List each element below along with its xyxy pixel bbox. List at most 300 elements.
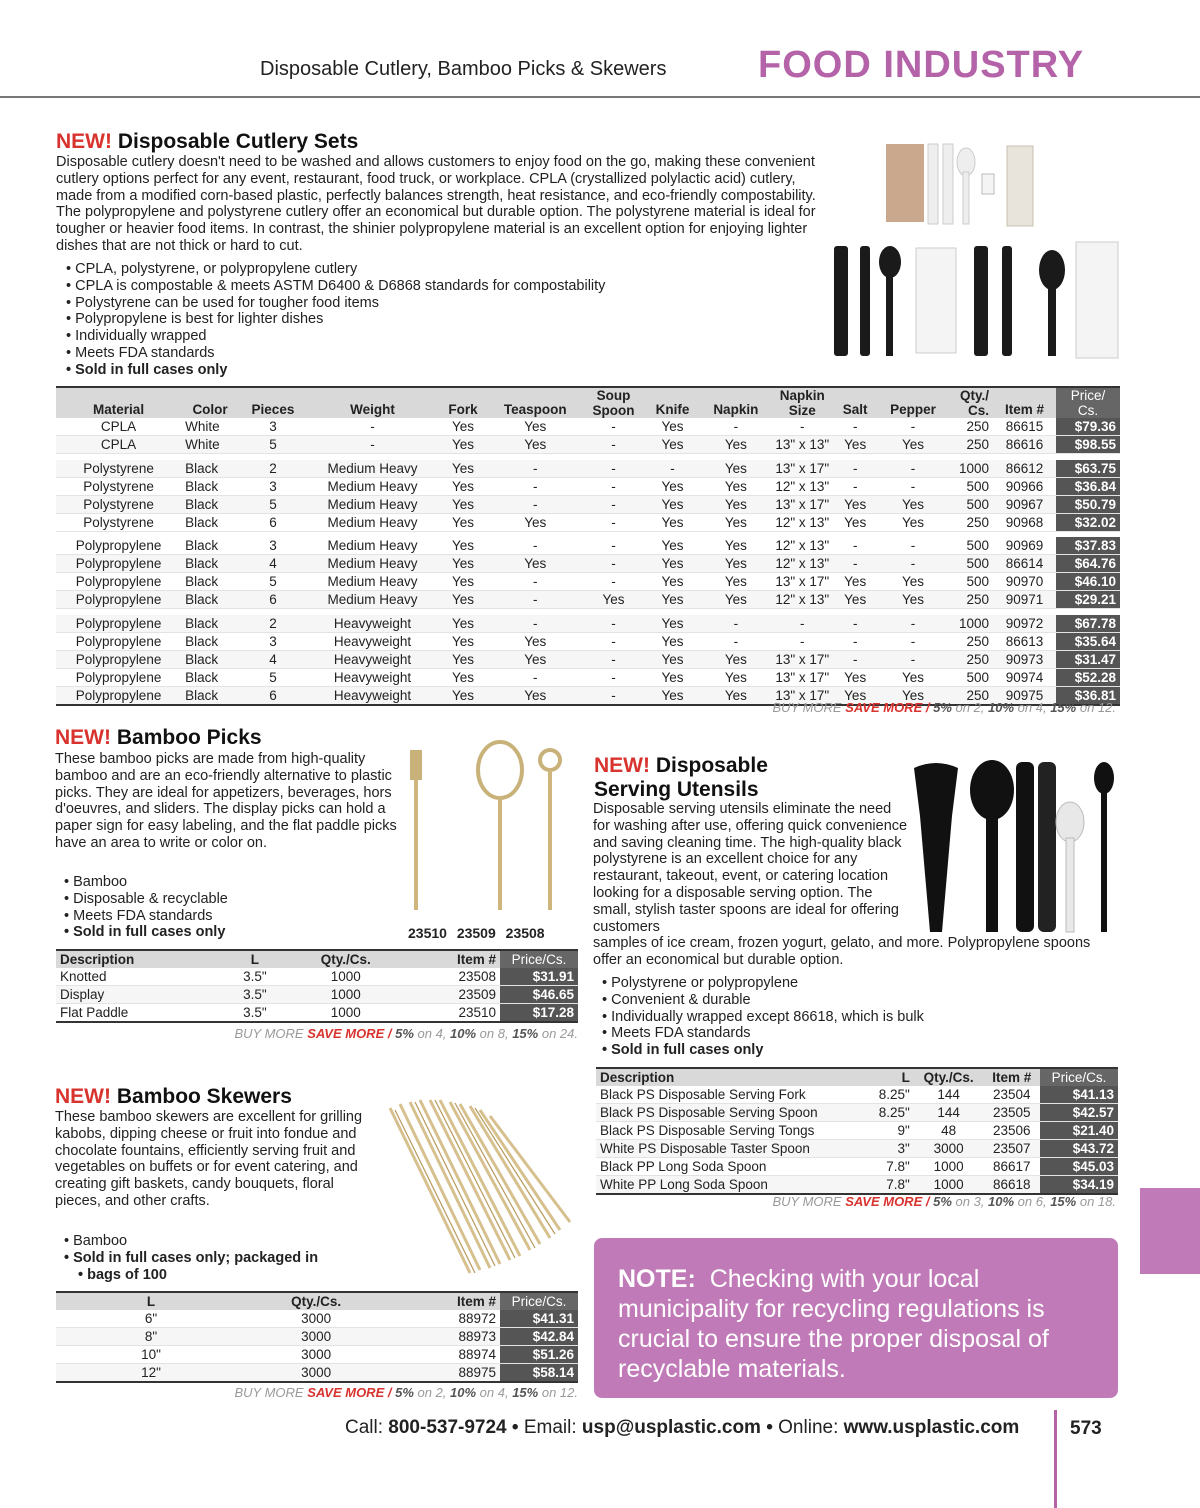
feature-item: • Disposable & recyclable xyxy=(64,891,394,908)
table-cell: 90967 xyxy=(993,495,1056,513)
table-cell: - xyxy=(877,650,949,668)
table-cell: 6" xyxy=(56,1310,246,1328)
table-cell: 23510 xyxy=(405,1004,500,1023)
table-cell: 2 xyxy=(239,615,307,633)
table-cell: Yes xyxy=(438,495,488,513)
table-cell: Medium Heavy xyxy=(307,460,438,478)
email-link[interactable]: usp@usplastic.com xyxy=(581,1417,761,1438)
table-cell: Yes xyxy=(438,418,488,436)
price-cell: $31.47 xyxy=(1056,650,1120,668)
table-cell: - xyxy=(877,418,949,436)
feature-item-bold: • Sold in full cases only; packaged in xyxy=(64,1250,384,1267)
discount-text: BUY MORE xyxy=(234,1026,308,1041)
table-cell: Flat Paddle xyxy=(56,1004,223,1023)
table-cell: CPLA xyxy=(56,436,181,454)
cutlery-table-body xyxy=(56,418,1120,705)
picks-discount-note xyxy=(140,1026,578,1041)
price-cell: $36.84 xyxy=(1056,477,1120,495)
table-cell: Yes xyxy=(645,418,701,436)
table-cell: - xyxy=(488,573,583,591)
col-color: Color xyxy=(181,387,239,418)
picks-photo-labels xyxy=(408,925,545,941)
table-row xyxy=(56,460,1120,478)
table-cell: Heavyweight xyxy=(307,650,438,668)
serving-fork-shape xyxy=(914,763,958,932)
table-cell: 3000 xyxy=(914,1140,984,1158)
skewers-heading xyxy=(55,1085,292,1109)
discount-pct: 15% xyxy=(512,1385,539,1400)
table-cell: Yes xyxy=(700,591,771,609)
col-qty: Qty./ Cs. xyxy=(949,387,993,418)
table-cell: 3 xyxy=(239,537,307,555)
table-cell: Yes xyxy=(700,537,771,555)
table-cell: - xyxy=(877,477,949,495)
table-row xyxy=(56,1004,578,1023)
table-cell: Black xyxy=(181,555,239,573)
table-cell: Black xyxy=(181,591,239,609)
skewers-discount-note xyxy=(140,1385,578,1400)
table-cell: 250 xyxy=(949,418,993,436)
table-cell: 500 xyxy=(949,495,993,513)
phone-link[interactable]: 800-537-9724 xyxy=(388,1417,507,1438)
table-cell: - xyxy=(771,632,833,650)
col-knife: Knife xyxy=(645,387,701,418)
table-cell: Polypropylene xyxy=(56,591,181,609)
table-row xyxy=(56,968,578,986)
table-cell: Yes xyxy=(438,537,488,555)
col-item: Item # xyxy=(386,1292,500,1310)
new-badge: NEW! xyxy=(55,1085,111,1108)
discount-emphasis: SAVE MORE xyxy=(845,700,923,715)
table-cell: Polypropylene xyxy=(56,686,181,705)
table-row xyxy=(56,650,1120,668)
feature-item: • Individually wrapped except 86618, which is bulk xyxy=(602,1009,1112,1026)
serving-description-2: samples of ice cream, frozen yogurt, gelato, and more. Polypropylene spoons offer an economical but durable option. xyxy=(593,935,1091,968)
table-cell: 86615 xyxy=(993,418,1056,436)
table-cell: Yes xyxy=(645,668,701,686)
col-item: Item # xyxy=(984,1068,1041,1086)
table-cell: Black PS Disposable Serving Spoon xyxy=(596,1104,867,1122)
table-cell: - xyxy=(583,495,645,513)
table-cell: 23505 xyxy=(984,1104,1041,1122)
table-cell: Yes xyxy=(488,650,583,668)
table-cell: 86617 xyxy=(984,1158,1041,1176)
table-cell: Yes xyxy=(488,436,583,454)
header-subtitle: Disposable Cutlery, Bamboo Picks & Skewers xyxy=(260,58,667,80)
table-cell: Yes xyxy=(833,668,877,686)
table-cell: Yes xyxy=(645,555,701,573)
table-cell: 90973 xyxy=(993,650,1056,668)
table-cell: 2 xyxy=(239,460,307,478)
table-cell: - xyxy=(583,555,645,573)
table-cell: - xyxy=(833,632,877,650)
table-cell: - xyxy=(488,495,583,513)
discount-text: on 2, xyxy=(951,700,989,715)
discount-text: on 8, xyxy=(476,1026,513,1041)
table-row xyxy=(596,1176,1118,1195)
table-cell: 88973 xyxy=(386,1328,500,1346)
table-cell: 6 xyxy=(239,686,307,705)
table-cell: 86618 xyxy=(984,1176,1041,1195)
table-cell: Polypropylene xyxy=(56,668,181,686)
table-cell: Yes xyxy=(438,650,488,668)
discount-text: on 18. xyxy=(1076,1194,1116,1209)
table-cell: - xyxy=(488,615,583,633)
table-cell: - xyxy=(833,477,877,495)
table-cell: Yes xyxy=(645,477,701,495)
table-cell: - xyxy=(645,460,701,478)
feature-item: • Meets FDA standards xyxy=(602,1025,1112,1042)
discount-text: on 4, xyxy=(476,1385,513,1400)
table-cell: Black xyxy=(181,573,239,591)
price-cell: $41.13 xyxy=(1040,1086,1118,1104)
skewers-table-body xyxy=(56,1310,578,1382)
bamboo-picks-photo xyxy=(400,740,590,920)
table-cell: Yes xyxy=(645,537,701,555)
table-cell: Black xyxy=(181,650,239,668)
table-cell: 86612 xyxy=(993,460,1056,478)
price-cell: $42.84 xyxy=(500,1328,578,1346)
recycling-note xyxy=(594,1238,1118,1398)
table-cell: Yes xyxy=(877,573,949,591)
table-cell: - xyxy=(583,615,645,633)
table-cell: - xyxy=(877,537,949,555)
table-cell: 90972 xyxy=(993,615,1056,633)
table-cell: 88975 xyxy=(386,1364,500,1383)
table-cell: 13" x 17" xyxy=(771,573,833,591)
table-cell: 3000 xyxy=(246,1364,386,1383)
col-material: Material xyxy=(56,387,181,418)
table-cell: 13" x 17" xyxy=(771,460,833,478)
table-cell: Yes xyxy=(877,436,949,454)
table-cell: 1000 xyxy=(287,986,405,1004)
table-row xyxy=(596,1086,1118,1104)
table-cell: 8.25" xyxy=(867,1086,914,1104)
discount-pct: 15% xyxy=(512,1026,539,1041)
photo-label: 23509 xyxy=(456,925,496,941)
cutlery-table xyxy=(56,386,1120,706)
price-cell: $42.57 xyxy=(1040,1104,1118,1122)
section-title: FOOD INDUSTRY xyxy=(758,44,1085,86)
table-cell: - xyxy=(583,418,645,436)
table-cell: 3.5" xyxy=(223,986,287,1004)
picks-table xyxy=(56,949,578,1023)
serving-features xyxy=(602,975,1112,1059)
table-cell: 250 xyxy=(949,686,993,705)
price-cell: $63.75 xyxy=(1056,460,1120,478)
table-cell: 8" xyxy=(56,1328,246,1346)
table-cell: 4 xyxy=(239,555,307,573)
picks-heading xyxy=(55,726,262,750)
table-cell: 1000 xyxy=(914,1158,984,1176)
feature-item: • Bamboo xyxy=(64,874,394,891)
picks-title: Bamboo Picks xyxy=(116,726,262,749)
table-cell: Yes xyxy=(833,513,877,531)
col-price: Price/ Cs. xyxy=(1056,387,1120,418)
cutlery-sets-photo xyxy=(826,136,1126,362)
online-label: Online: xyxy=(778,1417,839,1438)
table-cell: - xyxy=(833,460,877,478)
price-cell: $17.28 xyxy=(500,1004,578,1023)
table-row xyxy=(596,1104,1118,1122)
table-cell: Medium Heavy xyxy=(307,573,438,591)
table-cell: 1000 xyxy=(287,1004,405,1023)
table-cell: 500 xyxy=(949,555,993,573)
table-cell: - xyxy=(307,436,438,454)
table-cell: 88974 xyxy=(386,1346,500,1364)
table-cell: 500 xyxy=(949,668,993,686)
table-cell: 144 xyxy=(914,1086,984,1104)
col-price: Price/Cs. xyxy=(1040,1068,1118,1086)
table-cell: 86614 xyxy=(993,555,1056,573)
discount-pct: 10% xyxy=(988,700,1015,715)
table-cell: Yes xyxy=(877,513,949,531)
table-row xyxy=(56,986,578,1004)
price-cell: $32.02 xyxy=(1056,513,1120,531)
discount-text: on 4, xyxy=(1014,700,1051,715)
table-cell: 5 xyxy=(239,436,307,454)
table-cell: 3.5" xyxy=(223,1004,287,1023)
discount-pct: 5% xyxy=(933,1194,952,1209)
table-cell: Black PS Disposable Serving Tongs xyxy=(596,1122,867,1140)
price-cell: $36.81 xyxy=(1056,686,1120,705)
table-cell: 250 xyxy=(949,650,993,668)
photo-label: 23508 xyxy=(505,925,545,941)
table-cell: Yes xyxy=(488,555,583,573)
price-cell: $43.72 xyxy=(1040,1140,1118,1158)
col-salt: Salt xyxy=(833,387,877,418)
table-cell: 5 xyxy=(239,573,307,591)
price-cell: $34.19 xyxy=(1040,1176,1118,1195)
table-cell: 1000 xyxy=(949,615,993,633)
table-header xyxy=(56,1292,578,1310)
table-cell: - xyxy=(700,632,771,650)
col-qty: Qty./Cs. xyxy=(914,1068,984,1086)
table-row xyxy=(56,513,1120,531)
table-row xyxy=(56,573,1120,591)
table-row xyxy=(56,1310,578,1328)
table-cell: Yes xyxy=(700,650,771,668)
table-cell: 23504 xyxy=(984,1086,1041,1104)
table-cell: 12" x 13" xyxy=(771,591,833,609)
table-cell: 13" x 17" xyxy=(771,668,833,686)
table-cell: 3.5" xyxy=(223,968,287,986)
table-cell: 500 xyxy=(949,573,993,591)
table-cell: 250 xyxy=(949,591,993,609)
table-cell: Yes xyxy=(438,668,488,686)
table-cell: 500 xyxy=(949,477,993,495)
col-weight: Weight xyxy=(307,387,438,418)
table-row xyxy=(56,632,1120,650)
feature-item: • Polypropylene is best for lighter dishes xyxy=(66,311,826,328)
table-cell: Black xyxy=(181,495,239,513)
col-teaspoon: Teaspoon xyxy=(488,387,583,418)
col-item: Item # xyxy=(405,950,500,968)
table-cell: 90966 xyxy=(993,477,1056,495)
table-cell: - xyxy=(583,537,645,555)
table-cell: Yes xyxy=(438,513,488,531)
discount-text: BUY MORE xyxy=(234,1385,308,1400)
table-cell: Yes xyxy=(645,573,701,591)
serving-table-body xyxy=(596,1086,1118,1194)
table-cell: Yes xyxy=(645,632,701,650)
discount-pct: 5% xyxy=(395,1026,414,1041)
price-cell: $21.40 xyxy=(1040,1122,1118,1140)
table-cell: Yes xyxy=(700,686,771,705)
table-cell: 10" xyxy=(56,1346,246,1364)
table-cell: 6 xyxy=(239,591,307,609)
feature-item-bold-cont xyxy=(64,1267,384,1284)
table-header xyxy=(596,1068,1118,1086)
table-cell: Polypropylene xyxy=(56,615,181,633)
serving-title-1: Disposable xyxy=(655,754,768,777)
table-cell: Yes xyxy=(645,615,701,633)
discount-text: on 3, xyxy=(951,1194,989,1209)
discount-text: on 4, xyxy=(413,1026,451,1041)
table-row xyxy=(56,418,1120,436)
price-cell: $98.55 xyxy=(1056,436,1120,454)
table-cell: Yes xyxy=(645,591,701,609)
table-row xyxy=(596,1140,1118,1158)
table-row xyxy=(56,477,1120,495)
price-cell: $41.31 xyxy=(500,1310,578,1328)
table-cell: - xyxy=(583,668,645,686)
table-cell: Yes xyxy=(438,460,488,478)
table-cell: White xyxy=(181,436,239,454)
table-cell: 23509 xyxy=(405,986,500,1004)
col-soup-spoon: Soup Spoon xyxy=(583,387,645,418)
table-cell: - xyxy=(583,650,645,668)
discount-pct: 15% xyxy=(1050,700,1077,715)
table-cell: 23508 xyxy=(405,968,500,986)
table-cell: Yes xyxy=(645,513,701,531)
table-cell: Polypropylene xyxy=(56,650,181,668)
table-cell: 3 xyxy=(239,632,307,650)
table-cell: Medium Heavy xyxy=(307,591,438,609)
table-cell: Yes xyxy=(700,436,771,454)
table-cell: 90970 xyxy=(993,573,1056,591)
table-cell: Yes xyxy=(645,495,701,513)
table-cell: 3000 xyxy=(246,1328,386,1346)
table-cell: Heavyweight xyxy=(307,686,438,705)
table-cell: - xyxy=(583,436,645,454)
feature-item: • CPLA, polystyrene, or polypropylene cutlery xyxy=(66,261,826,278)
serving-heading xyxy=(594,754,768,802)
table-cell: Yes xyxy=(488,418,583,436)
table-cell: 250 xyxy=(949,436,993,454)
table-cell: - xyxy=(877,632,949,650)
table-cell: Polypropylene xyxy=(56,555,181,573)
section-side-tab xyxy=(1140,1188,1200,1274)
table-cell: Medium Heavy xyxy=(307,555,438,573)
serving-table xyxy=(596,1067,1118,1195)
table-cell: - xyxy=(700,615,771,633)
col-pepper: Pepper xyxy=(877,387,949,418)
table-cell: 90975 xyxy=(993,686,1056,705)
table-cell: - xyxy=(583,513,645,531)
new-badge: NEW! xyxy=(594,754,650,777)
table-row xyxy=(596,1158,1118,1176)
table-cell: - xyxy=(833,650,877,668)
table-cell: 48 xyxy=(914,1122,984,1140)
table-cell: - xyxy=(488,477,583,495)
note-text: Checking with your local municipality for recycling regulations is crucial to ensure the proper disposal of recyclable materials. xyxy=(618,1265,1049,1383)
table-cell: 86613 xyxy=(993,632,1056,650)
discount-text: BUY MORE xyxy=(772,1194,846,1209)
table-cell: - xyxy=(771,615,833,633)
price-cell: $45.03 xyxy=(1040,1158,1118,1176)
feature-item-bold: • Sold in full cases only xyxy=(66,362,826,379)
table-row xyxy=(56,615,1120,633)
table-row xyxy=(596,1122,1118,1140)
table-cell: - xyxy=(877,615,949,633)
table-row xyxy=(56,436,1120,454)
table-cell: 1000 xyxy=(287,968,405,986)
table-header xyxy=(56,387,1120,418)
col-item: Item # xyxy=(993,387,1056,418)
table-cell: 8.25" xyxy=(867,1104,914,1122)
table-cell: Yes xyxy=(438,632,488,650)
cutlery-description: Disposable cutlery doesn't need to be washed and allows customers to enjoy food on the go, making these convenient cutlery options perfect for any event, restaurant, food truck, or workplace. CPLA (crystallized polylactic acid) cutlery, made from a modified corn-based plastic, perfectly balances strength, heat resistance, and eco-friendly compostability. The polypropylene and polystyrene cutlery offer an economical but durable option. The polystyrene material is ideal for tougher or heavier food items. In contrast, the shinier polypropylene material is an excellent option for enjoying lighter dishes that are not thick or hard to cut. xyxy=(56,154,816,254)
table-cell: Polystyrene xyxy=(56,460,181,478)
table-cell: 7.8" xyxy=(867,1176,914,1195)
table-cell: 1000 xyxy=(949,460,993,478)
table-cell: Black xyxy=(181,537,239,555)
table-cell: 12" x 13" xyxy=(771,537,833,555)
col-pieces: Pieces xyxy=(239,387,307,418)
table-cell: 88972 xyxy=(386,1310,500,1328)
discount-text: on 6, xyxy=(1014,1194,1051,1209)
table-row xyxy=(56,1364,578,1383)
footer-separator: • xyxy=(506,1417,524,1438)
table-cell: - xyxy=(583,477,645,495)
table-row xyxy=(56,1346,578,1364)
price-cell: $58.14 xyxy=(500,1364,578,1383)
discount-pct: 5% xyxy=(395,1385,414,1400)
table-cell: - xyxy=(771,418,833,436)
table-cell: Black xyxy=(181,615,239,633)
table-cell: 500 xyxy=(949,537,993,555)
table-cell: Heavyweight xyxy=(307,632,438,650)
table-row xyxy=(56,537,1120,555)
table-cell: Polystyrene xyxy=(56,477,181,495)
discount-pct: 5% xyxy=(933,700,952,715)
table-cell: 5 xyxy=(239,495,307,513)
website-link[interactable]: www.usplastic.com xyxy=(843,1417,1020,1438)
price-cell: $46.10 xyxy=(1056,573,1120,591)
feature-item: • Meets FDA standards xyxy=(66,345,826,362)
feature-item: • Meets FDA standards xyxy=(64,908,394,925)
col-napkin: Napkin xyxy=(700,387,771,418)
table-cell: Yes xyxy=(700,477,771,495)
table-cell: Yes xyxy=(488,632,583,650)
table-cell: 90971 xyxy=(993,591,1056,609)
col-qty: Qty./Cs. xyxy=(246,1292,386,1310)
table-cell: Yes xyxy=(645,436,701,454)
table-cell: 6 xyxy=(239,513,307,531)
table-cell: Yes xyxy=(700,495,771,513)
price-cell: $67.78 xyxy=(1056,615,1120,633)
serving-description-1: Disposable serving utensils eliminate the need for washing after use, offering quick convenience and saving cleaning time. The high-quality black polystyrene is an excellent choice for any restaurant, takeout, event, or catering location looking for a disposable serving option. The small, stylish taster spoons are ideal for offering customers xyxy=(593,801,908,935)
table-cell: 144 xyxy=(914,1104,984,1122)
table-cell: Yes xyxy=(700,513,771,531)
col-description: Description xyxy=(596,1068,867,1086)
footer-divider xyxy=(1054,1410,1057,1508)
table-cell: Yes xyxy=(488,686,583,705)
table-cell: - xyxy=(488,668,583,686)
table-cell: - xyxy=(583,686,645,705)
col-fork: Fork xyxy=(438,387,488,418)
